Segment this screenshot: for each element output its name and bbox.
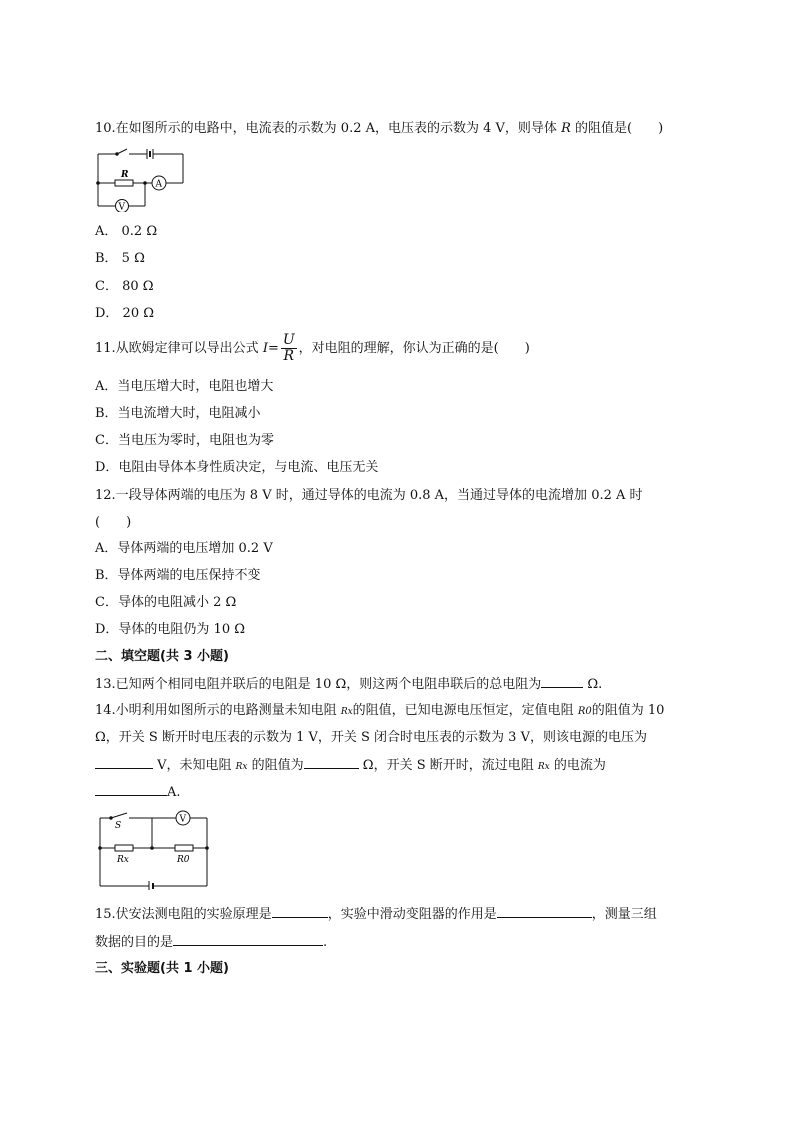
q14-resistance-blank[interactable] (304, 756, 359, 769)
q14-resistor-r0 (175, 845, 193, 851)
q14-switch (111, 813, 127, 818)
q13-answer-blank[interactable] (541, 675, 583, 688)
q10-option-c: C． 80 Ω (95, 279, 154, 294)
q14-stem-line1: 14.小明利用如图所示的电路测量未知电阻 Rx的阻值，已知电源电压恒定，定值电阻 R0的阻值为 10 (95, 703, 665, 718)
q14-rx-label: Rx (117, 855, 129, 865)
q11-option-c: C．当电压为零时，电阻也为零 (95, 433, 274, 448)
section-experiment-heading: 三、实验题(共 1 小题) (95, 961, 229, 976)
q10-option-a: A． 0.2 Ω (95, 224, 158, 239)
q10-r-label: R (121, 170, 129, 180)
q14-stem-line2: Ω，开关 S 断开时电压表的示数为 1 V，开关 S 闭合时电压表的示数为 3 V，则该电源的电压为 (95, 730, 647, 745)
q14-stem-line4: A. (95, 783, 181, 802)
q11-option-b: B．当电流增大时，电阻减小 (95, 406, 261, 421)
q12-option-a: A．导体两端的电压增加 0.2 V (95, 541, 273, 556)
q14-current-blank[interactable] (95, 783, 167, 796)
q10-voltmeter-label: V (118, 202, 125, 212)
q10-stem: 10.在如图所示的电路中，电流表的示数为 0.2 A，电压表的示数为 4 V，则导体 R 的阻值是( ) (95, 121, 664, 136)
q11-stem: 11.从欧姆定律可以导出公式 I= $\frac{U}{R}$ ，对电阻的理解，你认为正确的是( ) (95, 332, 530, 364)
q11-option-a: A．当电压增大时，电阻也增大 (95, 379, 274, 394)
q12-option-d: D．导体的电阻仍为 10 Ω (95, 622, 246, 637)
q14-voltmeter-label: V (179, 814, 186, 825)
q11-formula-lhs: I= (262, 341, 279, 356)
q13-stem: 13.已知两个相同电阻并联后的电阻是 10 Ω，则这两个电阻串联后的总电阻为 Ω. (95, 677, 603, 692)
q12-option-b: B．导体两端的电压保持不变 (95, 568, 261, 583)
q14-circuit-diagram (97, 810, 212, 890)
q11-formula-fraction: $\frac{U}{R}$ (282, 332, 295, 364)
section-fill-in-heading: 二、填空题(共 3 小题) (95, 649, 229, 664)
q10-ammeter-label: A (155, 179, 162, 190)
q14-switch-label: S (115, 821, 122, 831)
q14-resistor-rx (115, 845, 133, 851)
q10-option-b: B． 5 Ω (95, 251, 145, 266)
q10-circuit-diagram (95, 146, 190, 212)
q15-principle-blank[interactable] (272, 905, 328, 918)
q15-rheostat-role-blank[interactable] (497, 905, 592, 918)
q14-stem-line3: V，未知电阻 Rx 的阻值为 Ω，开关 S 断开时，流过电阻 Rx 的电流为 (95, 756, 606, 776)
q15-purpose-blank[interactable] (173, 933, 323, 946)
q10-resistor (115, 180, 133, 186)
q12-stem-line2: ( ) (95, 515, 132, 530)
q11-option-d: D．电阻由导体本身性质决定，与电流、电压无关 (95, 460, 379, 475)
q15-stem-line2: 数据的目的是 . (95, 935, 328, 950)
q15-stem-line1: 15.伏安法测电阻的实验原理是 ，实验中滑动变阻器的作用是 ，测量三组 (95, 907, 657, 922)
q14-r0-label: R0 (177, 855, 190, 865)
q10-option-d: D． 20 Ω (95, 306, 155, 321)
q12-stem-line1: 12.一段导体两端的电压为 8 V 时，通过导体的电流为 0.8 A，当通过导体的电流增加 0.2 A 时 (95, 488, 643, 503)
q14-voltage-blank[interactable] (95, 756, 153, 769)
q12-option-c: C．导体的电阻减小 2 Ω (95, 595, 237, 610)
